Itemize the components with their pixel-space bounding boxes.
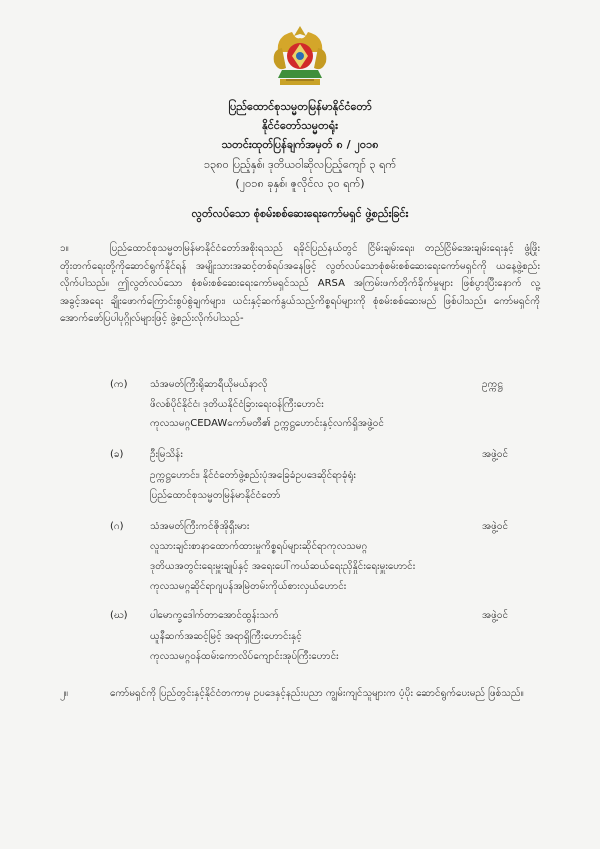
member-detail: ယူနီဆက်အဆင့်မြင့် အရာရှိကြီးဟောင်းနှင့် xyxy=(150,631,302,642)
member-index: (ဃ) xyxy=(110,610,128,621)
member-index: (ဂ) xyxy=(110,521,124,532)
member-detail: ကုလသမဂ္ဂဝန်ထမ်းကောလိပ်ကျောင်းအုပ်ကြီးဟောင်း xyxy=(150,651,339,662)
paragraph-number-2: ၂။ xyxy=(60,688,68,699)
member-role: ဥက္ကဋ္ဌ xyxy=(482,379,503,390)
paragraph-1-text: ပြည်ထောင်စုသမ္မတမြန်မာနိုင်ငံတော်အစိုးရသည် ရခိုင်ပြည်နယ်တွင် ငြိမ်းချမ်းရေး၊ တည်ငြိမ်အေးချမ်းရေးနှင့် ဖွံ့ဖြိုးတိုးတက်ရေးတို့ကိုဆောင်ရွက်နိုင်ရန် အမျိုးသားအဆင့်တစ်ရပ်အနေဖြင့် လွတ်လပ်သောစုံစမ်းစစ်ဆေးရေးကော်မရှင်ကို ယနေ့ဖွဲ့စည်းလိုက်ပါသည်။ ဤလွတ်လပ်သော စုံစမ်းစစ်ဆေးရေးကော်မရှင်သည် ARSA အကြမ်းဖက်တိုက်ခိုက်မှုများ ဖြစ်ပွားပြီးနောက် လူ့အခွင့်အရေး ချိုးဖောက်ကြောင်းစွပ်စွဲချက်များ၊ ယင်းနှင့်ဆက်နွယ်သည့်ကိစ္စရပ်များကို စုံစမ်းစစ်ဆေးမည် ဖြစ်ပါသည်။ ကော်မရှင်ကို အောက်ဖော်ပြပါပုဂ္ဂိုလ်များဖြင့် ဖွဲ့စည်းလိုက်ပါသည်- xyxy=(60,243,540,324)
member-index: (ခ) xyxy=(110,449,124,460)
paragraph-2-text: ကော်မရှင်ကို ပြည်တွင်းနှင့်နိုင်ငံတကာမှ ဥပဒေနှင့်နည်းပညာ ကျွမ်းကျင်သူများက ပံ့ပိုး ဆောင်ရွက်ပေးမည် ဖြစ်သည်။ xyxy=(110,688,524,699)
member-role: အဖွဲ့ဝင် xyxy=(482,521,509,532)
state-emblem-icon xyxy=(268,22,332,88)
member-name: ပါမောက္ခဒေါက်တာအောင်ထွန်းသက် xyxy=(150,610,279,621)
member-detail: ဖိလစ်ပိုင်နိုင်ငံ၊ ဒုတိယနိုင်ငံခြားရေးဝန်ကြီးဟောင်း xyxy=(150,399,324,410)
member-detail: ကုလသမဂ္ဂဆိုင်ရာဂျပန်အမြဲတမ်းကိုယ်စားလှယ်ဟောင်း xyxy=(150,581,347,592)
header-office-name: နိုင်ငံတော်သမ္မတရုံး xyxy=(262,119,338,132)
member-detail: ဥက္ကဋ္ဌဟောင်း၊ နိုင်ငံတော်ဖွဲ့စည်းပုံအခြေခံဥပဒေဆိုင်ရာခုံရုံး xyxy=(150,470,356,481)
member-detail: လူသားချင်းစာနာထောက်ထားမှုကိစ္စရပ်များဆိုင်ရာကုလသမဂ္ဂ xyxy=(150,541,368,552)
member-detail: ပြည်ထောင်စုသမ္မတမြန်မာနိုင်ငံတော် xyxy=(150,490,281,501)
member-name: သံအမတ်ကြီးရိုဆာရီယိုမယ်နာလို xyxy=(150,379,268,390)
paragraph-number-1: ၁။ xyxy=(60,243,69,254)
page-title: လွတ်လပ်သော စုံစမ်းစစ်ဆေးရေးကော်မရှင် ဖွဲ့စည်းခြင်း xyxy=(191,207,409,220)
member-name: ဦးမြသိန်း xyxy=(150,449,183,460)
header-release-number: သတင်းထုတ်ပြန်ချက်အမှတ် ၈ / ၂၀၁၈ xyxy=(221,138,379,151)
member-name: သံအမတ်ကြီးကင်ဇိုအိုရှီးမား xyxy=(150,521,250,532)
member-index: (က) xyxy=(110,379,128,390)
header-country-name: ပြည်ထောင်စုသမ္မတမြန်မာနိုင်ငံတော် xyxy=(228,100,372,113)
member-detail: ကုလသမဂ္ဂCEDAWကော်မတီ၏ ဥက္ကဋ္ဌဟောင်းနှင့်လက်ရှိအဖွဲ့ဝင် xyxy=(150,418,384,429)
header-gregorian-date: (၂၀၁၈ ခုနှစ်၊ ဇူလိုင်လ ၃၀ ရက်) xyxy=(235,177,365,190)
header-myanmar-date: ၁၃၈၀ ပြည့်နှစ်၊ ဒုတိယဝါဆိုလပြည့်ကျော် ၃ ရက် xyxy=(203,158,397,171)
emblem-crest xyxy=(274,26,327,85)
member-role: အဖွဲ့ဝင် xyxy=(482,610,509,621)
member-role: အဖွဲ့ဝင် xyxy=(482,449,509,460)
member-detail: ဒုတိယအတွင်းရေးမှူးချုပ်နှင့် အရေးပေါ်ကယ်ဆယ်ရေးညှိနှိုင်းရေးမှူးဟောင်း xyxy=(150,561,416,572)
